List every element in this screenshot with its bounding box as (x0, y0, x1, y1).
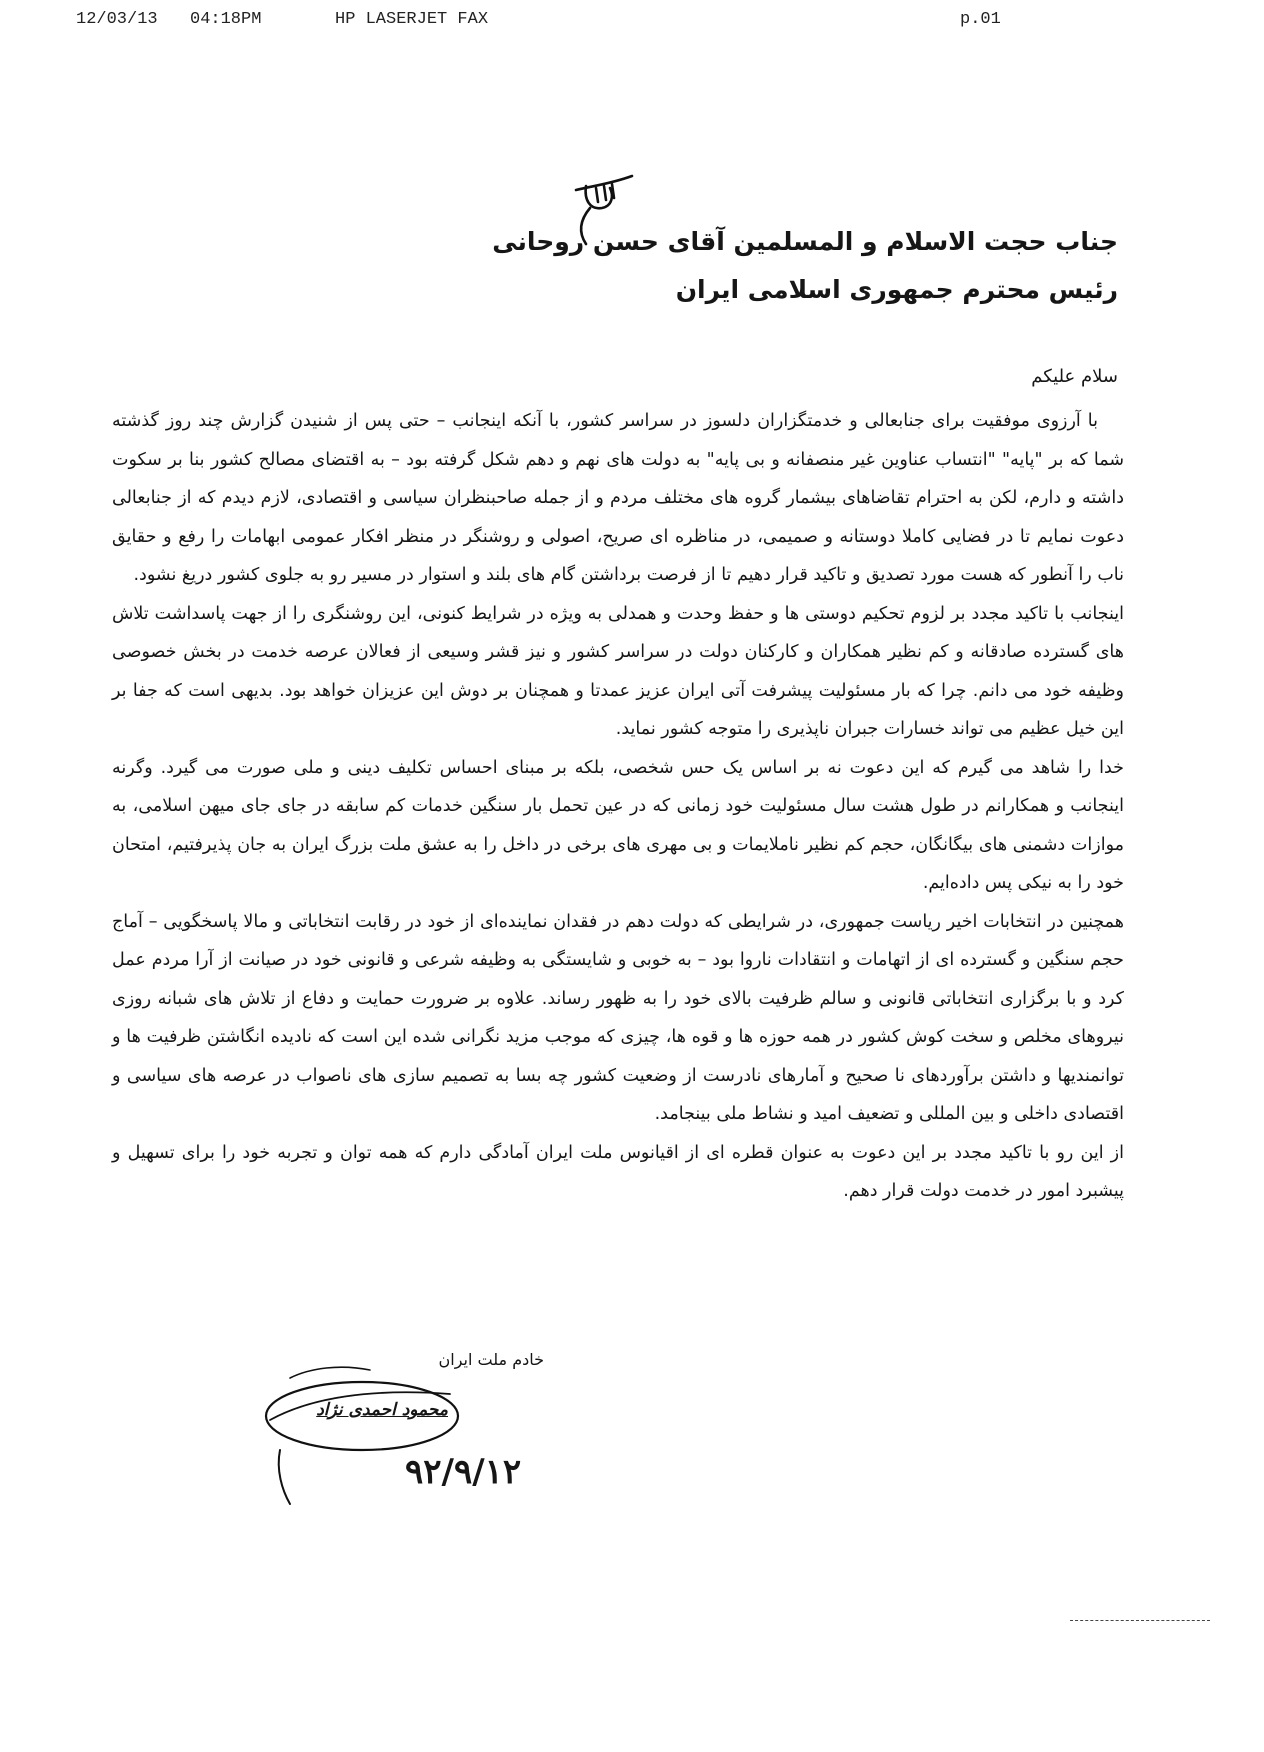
fax-page-number: p.01 (960, 10, 1001, 29)
paragraph-3: خدا را شاهد می گیرم که این دعوت نه بر اساس یک حس شخصی، بلکه بر مبنای احساس تکلیف دینی و ملی صورت می گیرد. وگرنه اینجانب و همکارانم در طول هشت سال مسئولیت خود زمانی که در عین تحمل بار سنگین خدمات کم سابقه در جای جای میهن اسلامی، به موازات دشمنی های بیگانگان، حجم کم نظیر ناملایمات و بی مهری های برخی در داخل را به عشق ملت بزرگ ایران به جان پذیرفتیم، امتحان خود را به نیکی پس داده‌ایم. (112, 757, 1124, 893)
fax-time: 04:18PM (190, 10, 262, 29)
fax-device-name: HP LASERJET FAX (335, 10, 489, 29)
paragraph-4: همچنین در انتخابات اخیر ریاست جمهوری، در شرایطی که دولت دهم در فقدان نماینده‌ای از خود در رقابت انتخاباتی و مالا پاسخگویی – آماج حجم سنگین و گسترده ای از اتهامات و انتقادات ناروا بود – به خوبی و شایستگی به وظیفه شرعی و قانونی خود در صیانت از آرا مردم عمل کرد و با برگزاری انتخاباتی قانونی و سالم ظرفیت بالای خود را به ظهور رساند. علاوه بر ضرورت حمایت و دفاع از تلاش های شبانه روزی نیروهای مخلص و سخت کوش کشور در همه حوزه ها و قوه ها، چیزی که موجب مزید نگرانی شده این است که نادیده انگاشتن ظرفیت ها و توانمندیها و داشتن برآوردهای نا صحیح و آمارهای نادرست از وضعیت کشور چه بسا به تصمیم سازی های ناصواب در عرصه های سیاسی و اقتصادی داخلی و بین المللی و تضعیف امید و نشاط ملی بینجامد. (112, 911, 1124, 1124)
closing-line: خادم ملت ایران (438, 1350, 544, 1369)
addressee-title: جناب حجت الاسلام و المسلمین آقای حسن روحانی (492, 227, 1118, 256)
footer-dashed-rule (1070, 1620, 1210, 1621)
fax-date: 12/03/13 (76, 10, 158, 29)
salutation: سلام علیکم (1031, 366, 1118, 387)
paragraph-2: اینجانب با تاکید مجدد بر لزوم تحکیم دوستی ها و حفظ وحدت و همدلی به ویژه در شرایط کنونی، این روشنگری را از جهت پاسداشت تلاش های گسترده صادقانه و کم نظیر همکاران و کارکنان دولت در سراسر کشور و نیز قشر وسیعی از فعالان عرصه خدمت در بخش خصوصی وظیفه خود می دانم. چرا که بار مسئولیت پیشرفت آتی ایران عزیز عمدتا و همچنان بر دوش این عزیزان خواهد بود. بدیهی است که جفا بر این خیل عظیم می تواند خسارات جبران ناپذیری را متوجه کشور نماید. (112, 603, 1124, 739)
fax-header (0, 10, 1264, 40)
letter-body (112, 402, 1124, 1211)
paragraph-5: از این رو با تاکید مجدد بر این دعوت به عنوان قطره ای از اقیانوس ملت ایران آمادگی دارم که همه توان و تجربه خود را برای تسهیل و پیشبرد امور در خدمت دولت قرار دهم. (112, 1142, 1124, 1201)
signer-name: محمود احمدی نژاد (316, 1400, 448, 1420)
handwritten-date: ۹۲/۹/۱۲ (405, 1452, 522, 1492)
letter-addressee (218, 218, 1118, 314)
addressee-position: رئیس محترم جمهوری اسلامی ایران (675, 275, 1118, 304)
paragraph-1: با آرزوی موفقیت برای جنابعالی و خدمتگزاران دلسوز در سراسر کشور، با آنکه اینجانب – حتی پس از شنیدن گزارش چند روز گذشته شما که بر "پایه" "انتساب عناوین غیر منصفانه و بی پایه" به دولت های نهم و دهم شکل گرفته بود – به اقتضای مصالح کشور بنا بر سکوت داشته و دارم، لکن به احترام تقاضاهای بیشمار گروه های مختلف مردم و از جمله صاحبنظران سیاسی و اقتصادی، لازم دیدم که از جنابعالی دعوت نمایم تا در فضایی کاملا دوستانه و صمیمی، در مناظره ای صریح، اصولی و روشنگر در منظر افکار عمومی ابهامات را رفع و حقایق ناب را آنطور که هست مورد تصدیق و تاکید قرار دهیم تا از فرصت برداشتن گام های بلند و استوار در مسیر رو به جلوی کشور دریغ نشود. (112, 411, 1124, 585)
